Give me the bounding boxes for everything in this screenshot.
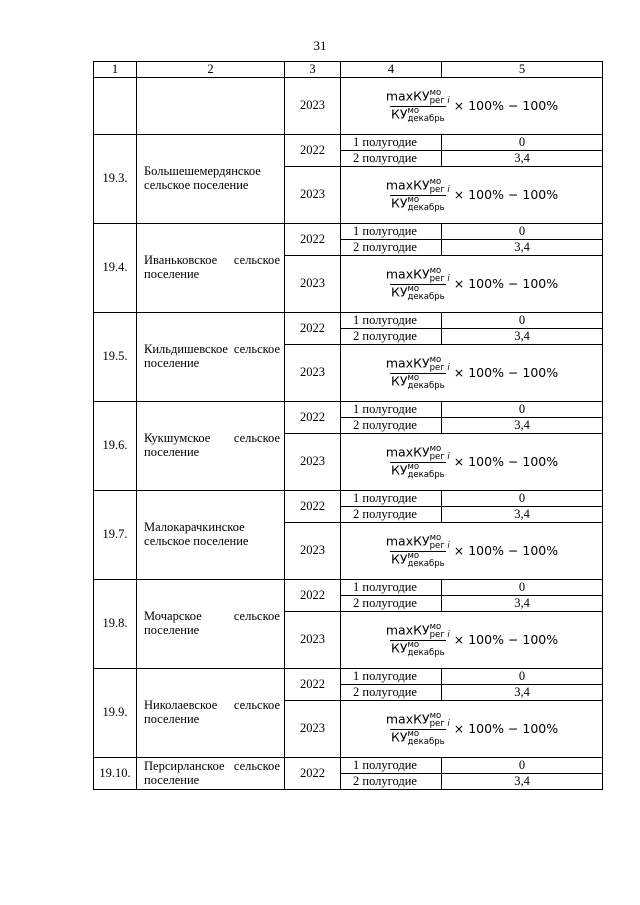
header-row: [94, 62, 603, 78]
formula-denominator: КУ: [391, 551, 408, 567]
formula-numerator: maxКУ: [385, 533, 430, 549]
half-year-label: 2 полугодие: [341, 151, 442, 167]
settlement-name: [137, 491, 285, 580]
table-row: [94, 135, 603, 151]
row-number: 19.3.: [94, 135, 137, 224]
year-cell: 2022: [285, 758, 341, 790]
settlement-name-text: Иваньковское сельское поселение: [144, 253, 280, 281]
formula-den-sub: декабрь: [407, 647, 445, 658]
tariff-table: [93, 61, 603, 790]
formula-cell: [341, 167, 603, 224]
formula-cell: [341, 523, 603, 580]
row-number: 19.8.: [94, 580, 137, 669]
half-year-label: 1 полугодие: [341, 402, 442, 418]
settlement-name: [137, 224, 285, 313]
formula-den-sub: декабрь: [407, 736, 445, 747]
formula-den-sub: декабрь: [407, 202, 445, 213]
year-cell: 2023: [285, 701, 341, 758]
settlement-name: [137, 402, 285, 491]
year-cell: 2023: [285, 612, 341, 669]
half-year-value: 0: [442, 491, 603, 507]
half-year-value: 3,4: [442, 240, 603, 256]
table-row: [94, 580, 603, 596]
half-year-value: 0: [442, 669, 603, 685]
formula-sup: мо: [429, 444, 442, 455]
table-row: [94, 402, 603, 418]
row-number: 19.10.: [94, 758, 137, 790]
formula-tail: × 100% − 100%: [453, 632, 559, 648]
half-year-label: 1 полугодие: [341, 669, 442, 685]
year-cell: 2022: [285, 135, 341, 167]
formula-denominator: КУ: [391, 373, 408, 389]
formula-sub-index: i: [447, 185, 450, 196]
half-year-value: 0: [442, 580, 603, 596]
half-year-label: 1 полугодие: [341, 580, 442, 596]
half-year-value: 3,4: [442, 507, 603, 523]
formula-sub: рег: [429, 719, 445, 730]
half-year-value: 3,4: [442, 151, 603, 167]
settlement-name-text: Малокарачкинское сельское поселение: [144, 520, 249, 548]
formula-tail: × 100% − 100%: [453, 365, 559, 381]
formula-den-sub: декабрь: [407, 469, 445, 480]
half-year-label: 2 полугодие: [341, 507, 442, 523]
settlement-name: [137, 758, 285, 790]
formula-sup: мо: [429, 355, 442, 366]
settlement-name-text: Кукшумское сельское поселение: [144, 431, 280, 459]
formula-denominator: КУ: [391, 462, 408, 478]
year-cell: 2023: [285, 78, 341, 135]
formula: [341, 712, 602, 745]
formula-den-sup: мо: [407, 550, 420, 561]
formula-numerator: maxКУ: [385, 177, 430, 193]
formula-numerator: maxКУ: [385, 88, 430, 104]
formula-sub-index: i: [447, 363, 450, 374]
year-cell: 2022: [285, 491, 341, 523]
formula-den-sup: мо: [407, 372, 420, 383]
half-year-label: 1 полугодие: [341, 491, 442, 507]
formula-tail: × 100% − 100%: [453, 543, 559, 559]
settlement-name-text: Большешемердянское сельское поселение: [144, 164, 261, 192]
formula-cell: [341, 612, 603, 669]
formula: [341, 623, 602, 656]
half-year-value: 3,4: [442, 774, 603, 790]
formula: [341, 445, 602, 478]
formula-sub: рег: [429, 96, 445, 107]
half-year-label: 2 полугодие: [341, 418, 442, 434]
formula-denominator: КУ: [391, 284, 408, 300]
year-cell: 2022: [285, 580, 341, 612]
formula-sub: рег: [429, 630, 445, 641]
formula-denominator: КУ: [391, 106, 408, 122]
formula: [341, 534, 602, 567]
half-year-value: 0: [442, 135, 603, 151]
header-col-5: 5: [442, 62, 603, 78]
continued-row: [94, 78, 603, 135]
settlement-name: [137, 135, 285, 224]
header-col-1: 1: [94, 62, 137, 78]
year-cell: 2023: [285, 167, 341, 224]
table-row: [94, 758, 603, 774]
settlement-name-text: Кильдишевское сельское поселение: [144, 342, 280, 370]
formula-cell: [341, 78, 603, 135]
half-year-value: 0: [442, 313, 603, 329]
table-row: [94, 491, 603, 507]
half-year-value: 0: [442, 758, 603, 774]
half-year-label: 2 полугодие: [341, 596, 442, 612]
formula-tail: × 100% − 100%: [453, 276, 559, 292]
half-year-value: 3,4: [442, 329, 603, 345]
formula-numerator: maxКУ: [385, 444, 430, 460]
table-row: [94, 224, 603, 240]
formula-sub-index: i: [447, 541, 450, 552]
continued-num-cell: [94, 78, 137, 135]
half-year-label: 2 полугодие: [341, 329, 442, 345]
formula: [341, 89, 602, 122]
formula-den-sub: декабрь: [407, 380, 445, 391]
formula-den-sup: мо: [407, 728, 420, 739]
formula-sup: мо: [429, 533, 442, 544]
settlement-name: [137, 313, 285, 402]
formula-sub: рег: [429, 274, 445, 285]
half-year-label: 2 полугодие: [341, 774, 442, 790]
formula: [341, 267, 602, 300]
half-year-label: 2 полугодие: [341, 685, 442, 701]
formula-cell: [341, 345, 603, 402]
formula-sub: рег: [429, 185, 445, 196]
formula-sub-index: i: [447, 719, 450, 730]
half-year-label: 1 полугодие: [341, 313, 442, 329]
row-number: 19.9.: [94, 669, 137, 758]
half-year-label: 1 полугодие: [341, 758, 442, 774]
half-year-label: 1 полугодие: [341, 135, 442, 151]
formula-sub: рег: [429, 541, 445, 552]
year-cell: 2022: [285, 224, 341, 256]
year-cell: 2023: [285, 345, 341, 402]
page-number: 31: [313, 38, 327, 53]
formula-denominator: КУ: [391, 640, 408, 656]
formula-sup: мо: [429, 88, 442, 99]
formula-den-sub: декабрь: [407, 291, 445, 302]
table-row: [94, 669, 603, 685]
formula-tail: × 100% − 100%: [453, 187, 559, 203]
settlement-name: [137, 669, 285, 758]
formula-den-sub: декабрь: [407, 558, 445, 569]
formula-sub: рег: [429, 452, 445, 463]
half-year-value: 0: [442, 402, 603, 418]
half-year-value: 3,4: [442, 596, 603, 612]
half-year-label: 2 полугодие: [341, 240, 442, 256]
formula-numerator: maxКУ: [385, 711, 430, 727]
settlement-name: [137, 580, 285, 669]
formula-cell: [341, 256, 603, 313]
formula-numerator: maxКУ: [385, 266, 430, 282]
formula-den-sup: мо: [407, 461, 420, 472]
settlement-name-text: Николаевское сельское поселение: [144, 698, 280, 726]
year-cell: 2022: [285, 402, 341, 434]
row-number: 19.4.: [94, 224, 137, 313]
settlement-name-text: Персирланское сельское поселение: [144, 758, 280, 787]
header-col-4: 4: [341, 62, 442, 78]
formula-tail: × 100% − 100%: [453, 721, 559, 737]
formula: [341, 178, 602, 211]
year-cell: 2022: [285, 669, 341, 701]
formula-den-sup: мо: [407, 105, 420, 116]
formula-den-sup: мо: [407, 194, 420, 205]
half-year-value: 3,4: [442, 685, 603, 701]
formula-numerator: maxКУ: [385, 355, 430, 371]
formula-den-sup: мо: [407, 639, 420, 650]
formula-den-sup: мо: [407, 283, 420, 294]
formula-tail: × 100% − 100%: [453, 454, 559, 470]
half-year-value: 3,4: [442, 418, 603, 434]
settlement-name-text: Мочарское сельское поселение: [144, 609, 280, 637]
formula-sub-index: i: [447, 630, 450, 641]
header-col-3: 3: [285, 62, 341, 78]
formula-cell: [341, 701, 603, 758]
header-col-2: 2: [137, 62, 285, 78]
formula-sup: мо: [429, 622, 442, 633]
formula: [341, 356, 602, 389]
formula-tail: × 100% − 100%: [453, 98, 559, 114]
formula-sub-index: i: [447, 274, 450, 285]
year-cell: 2023: [285, 523, 341, 580]
row-number: 19.7.: [94, 491, 137, 580]
half-year-value: 0: [442, 224, 603, 240]
formula-numerator: maxКУ: [385, 622, 430, 638]
formula-sub-index: i: [447, 452, 450, 463]
formula-cell: [341, 434, 603, 491]
formula-denominator: КУ: [391, 195, 408, 211]
row-number: 19.5.: [94, 313, 137, 402]
half-year-label: 1 полугодие: [341, 224, 442, 240]
year-cell: 2022: [285, 313, 341, 345]
year-cell: 2023: [285, 256, 341, 313]
formula-denominator: КУ: [391, 729, 408, 745]
continued-name-cell: [137, 78, 285, 135]
formula-sub-index: i: [447, 96, 450, 107]
formula-sup: мо: [429, 266, 442, 277]
table-row: [94, 313, 603, 329]
formula-den-sub: декабрь: [407, 113, 445, 124]
year-cell: 2023: [285, 434, 341, 491]
row-number: 19.6.: [94, 402, 137, 491]
formula-sub: рег: [429, 363, 445, 374]
formula-sup: мо: [429, 177, 442, 188]
formula-sup: мо: [429, 711, 442, 722]
